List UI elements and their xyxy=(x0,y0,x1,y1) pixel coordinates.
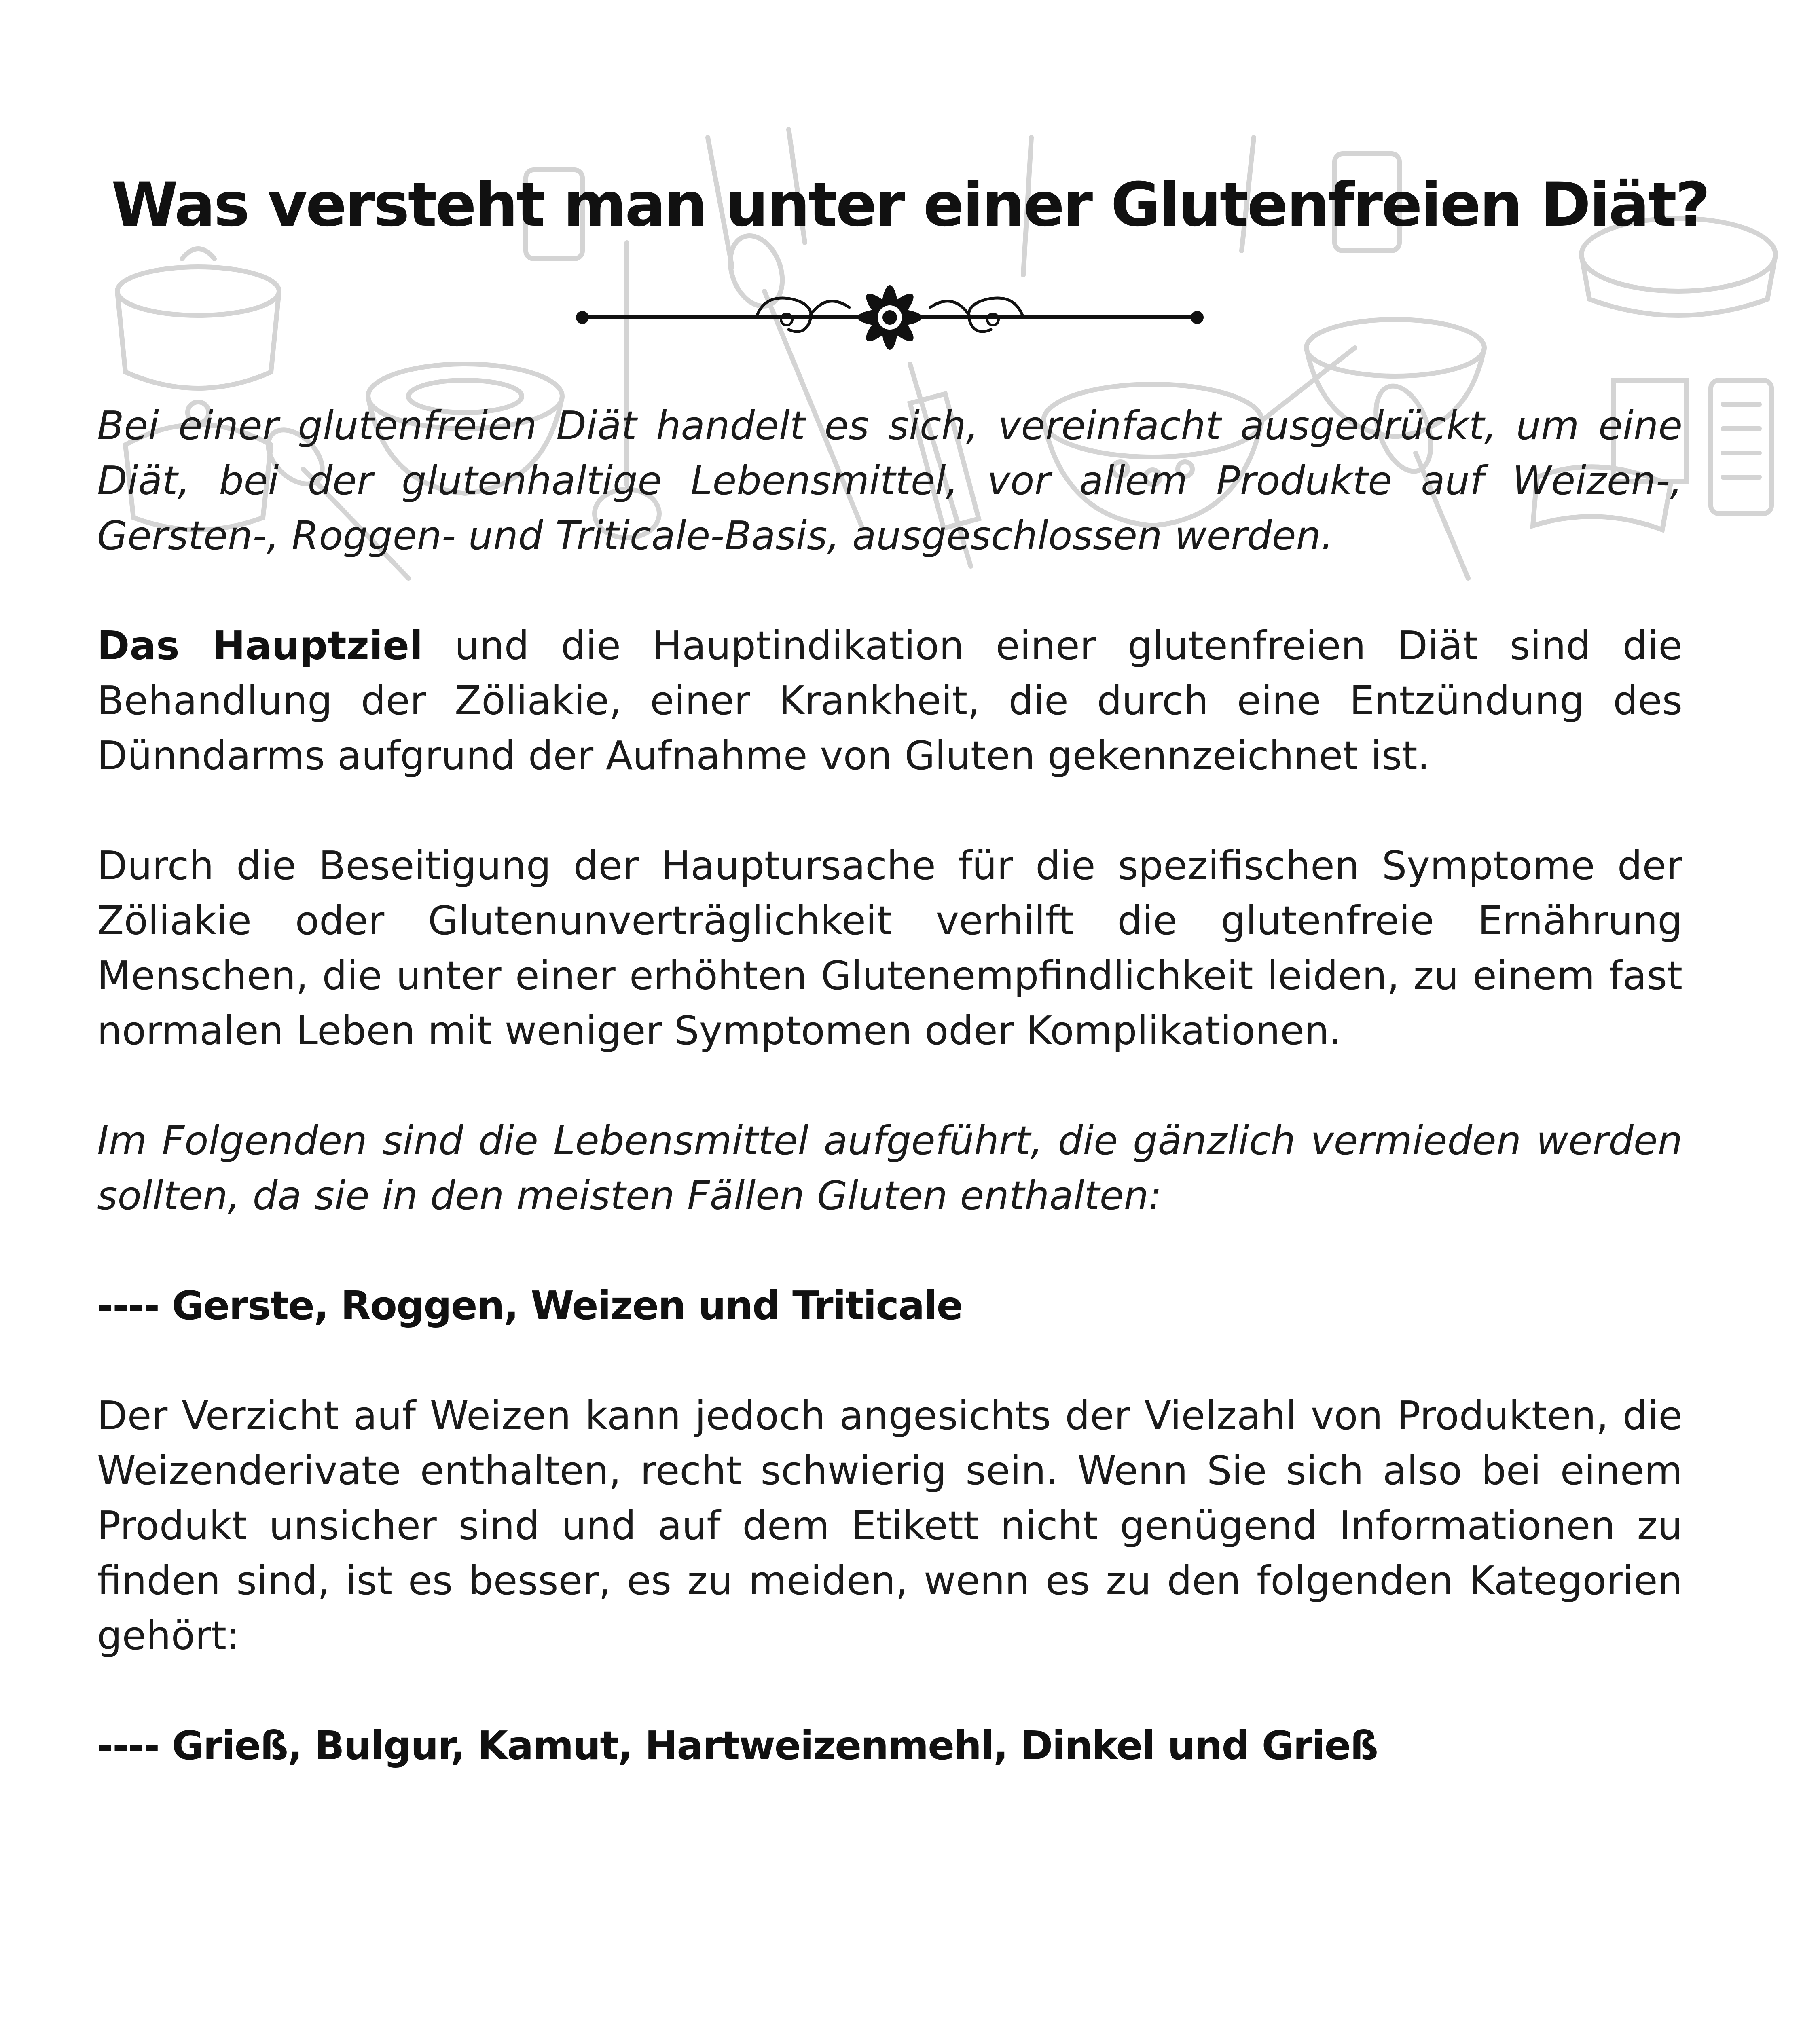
avoid-list-item: ---- Gerste, Roggen, Weizen und Triticale xyxy=(97,1283,963,1328)
wheat-note-paragraph: Der Verzicht auf Weizen kann jedoch angesichts der Vielzahl von Produkten, die Weizenderivate enthalten, recht schwierig sein. Wenn Sie sich also bei einem Produkt unsicher sind und auf dem Etikett nicht genügend Informationen zu finden sind, ist es besser, es zu meiden, wenn es zu den folgenden Kategorien gehört: xyxy=(97,1393,1682,1658)
benefit-paragraph: Durch die Beseitigung der Hauptursache für die spezifischen Symptome der Zöliakie oder Glutenunverträglichkeit verhilft die glutenfreie Ernährung Menschen, die unter einer erhöhten Glutenempfindlichkeit leiden, zu einem fast normalen Leben mit weniger Symptomen oder Komplikationen. xyxy=(97,843,1682,1053)
ornamental-flower-divider-icon xyxy=(566,275,1213,360)
article-body xyxy=(97,398,1682,1828)
main-goal-paragraph xyxy=(97,618,1682,783)
page-title: Was versteht man unter einer Glutenfreien Diät? xyxy=(111,170,1709,240)
intro-paragraph: Bei einer glutenfreien Diät handelt es sich, vereinfacht ausgedrückt, um eine Diät, bei der glutenhaltige Lebensmittel, vor allem Produkte auf Weizen-, Gersten-, Roggen- und Triticale-Basis, ausgeschlossen werden. xyxy=(97,403,1682,558)
main-goal-text: und die Hauptindikation einer glutenfreien Diät sind die Behandlung der Zöliakie, einer Krankheit, die durch eine Entzündung des Dünndarms aufgrund der Aufnahme von Gluten gekennzeichnet ist. xyxy=(97,623,1683,778)
avoid-list-item: ---- Grieß, Bulgur, Kamut, Hartweizenmehl, Dinkel und Grieß xyxy=(97,1723,1378,1768)
main-goal-lead: Das Hauptziel xyxy=(97,623,423,668)
avoid-intro-paragraph: Im Folgenden sind die Lebensmittel aufgeführt, die gänzlich vermieden werden sollten, da sie in den meisten Fällen Gluten enthalten: xyxy=(97,1118,1682,1218)
